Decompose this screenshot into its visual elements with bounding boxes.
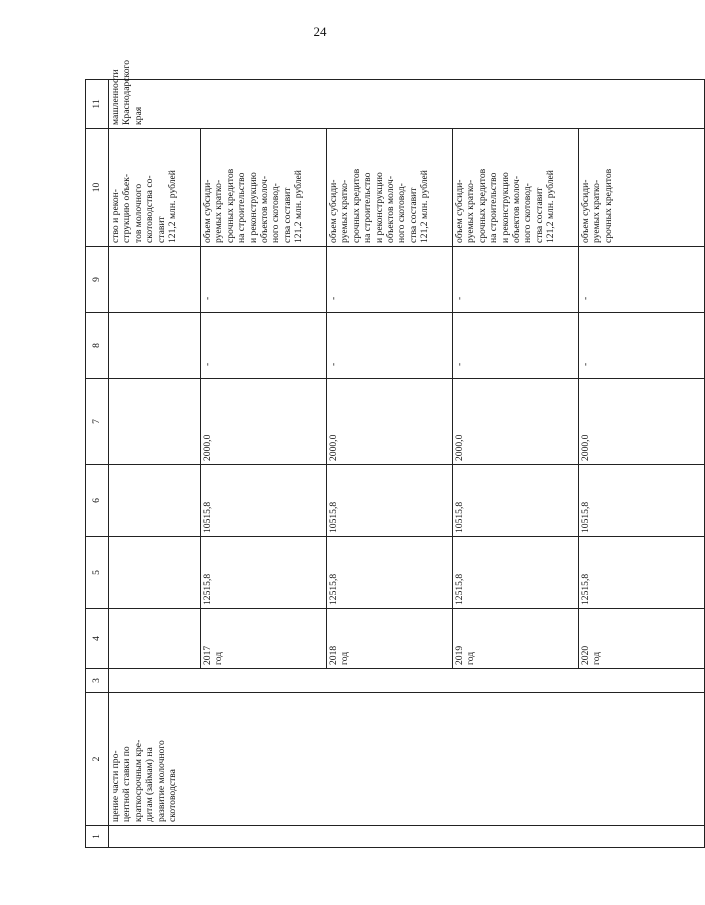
dash-cell: - xyxy=(579,247,705,313)
cell-empty xyxy=(109,537,201,609)
table-frame xyxy=(85,59,614,848)
continued-description: ство и рекон- струкцию объек- тов молочного скотоводства со- ставит 121,2 млн. рублей xyxy=(109,129,201,247)
cell-col3 xyxy=(109,669,705,693)
description-cell: объем субсиди- руемых кратко- срочных кредитов на строительство и реконструкцию объектов молоч- ного скотовод- ства составит 121,2 млн. рублей xyxy=(327,129,453,247)
dash-cell: - xyxy=(453,247,579,313)
dash-cell: - xyxy=(327,313,453,379)
col-header-9: 9 xyxy=(86,247,109,313)
description-cell: объем субсиди- руемых кратко- срочных кредитов xyxy=(579,129,705,247)
value-extrabudget-cell: 2000,0 xyxy=(453,379,579,465)
col-header-11: 11 xyxy=(86,80,109,129)
dash-cell: - xyxy=(327,247,453,313)
col-header-1: 1 xyxy=(86,826,109,848)
dash-cell: - xyxy=(201,313,327,379)
value-extrabudget-cell: 2000,0 xyxy=(201,379,327,465)
value-regional-cell: 10515,8 xyxy=(453,465,579,537)
value-total-cell: 12515,8 xyxy=(201,537,327,609)
value-extrabudget-cell: 2000,0 xyxy=(579,379,705,465)
continuation-row xyxy=(109,80,201,848)
value-regional-cell: 10515,8 xyxy=(201,465,327,537)
cell-empty xyxy=(109,247,201,313)
cell-num xyxy=(109,826,705,848)
header-row xyxy=(86,80,109,848)
value-regional-cell: 10515,8 xyxy=(327,465,453,537)
dash-cell: - xyxy=(453,313,579,379)
col-header-10: 10 xyxy=(86,129,109,247)
rotated-table-container xyxy=(85,59,614,848)
year-cell: 2017 год xyxy=(201,609,327,669)
program-table xyxy=(85,59,705,848)
cell-empty xyxy=(109,465,201,537)
cell-empty xyxy=(109,609,201,669)
value-total-cell: 12515,8 xyxy=(579,537,705,609)
col-header-2: 2 xyxy=(86,693,109,826)
col-header-8: 8 xyxy=(86,313,109,379)
cell-empty xyxy=(109,313,201,379)
col-header-7: 7 xyxy=(86,379,109,465)
col-header-3: 3 xyxy=(86,669,109,693)
value-total-cell: 12515,8 xyxy=(453,537,579,609)
value-total-cell: 12515,8 xyxy=(327,537,453,609)
dash-cell: - xyxy=(579,313,705,379)
dash-cell: - xyxy=(201,247,327,313)
year-cell: 2020 год xyxy=(579,609,705,669)
page-number: 24 xyxy=(313,24,327,39)
col-header-5: 5 xyxy=(86,537,109,609)
description-cell: объем субсиди- руемых кратко- срочных кредитов на строительство и реконструкцию объектов молоч- ного скотовод- ства составит 121,2 млн. рублей xyxy=(453,129,579,247)
organization: машленности Краснодарского края xyxy=(109,80,705,129)
value-extrabudget-cell: 2000,0 xyxy=(327,379,453,465)
col-header-4: 4 xyxy=(86,609,109,669)
year-cell: 2018 год xyxy=(327,609,453,669)
value-regional-cell: 10515,8 xyxy=(579,465,705,537)
col-header-6: 6 xyxy=(86,465,109,537)
year-cell: 2019 год xyxy=(453,609,579,669)
description-cell: объем субсиди- руемых кратко- срочных кредитов на строительство и реконструкцию объектов молоч- ного скотовод- ства составит 121,2 млн. рублей xyxy=(201,129,327,247)
cell-empty xyxy=(109,379,201,465)
event-name: щение части про- центной ставки по краткосрочным кре- дитам (займам) на развитие молочного скотоводства xyxy=(109,693,705,826)
